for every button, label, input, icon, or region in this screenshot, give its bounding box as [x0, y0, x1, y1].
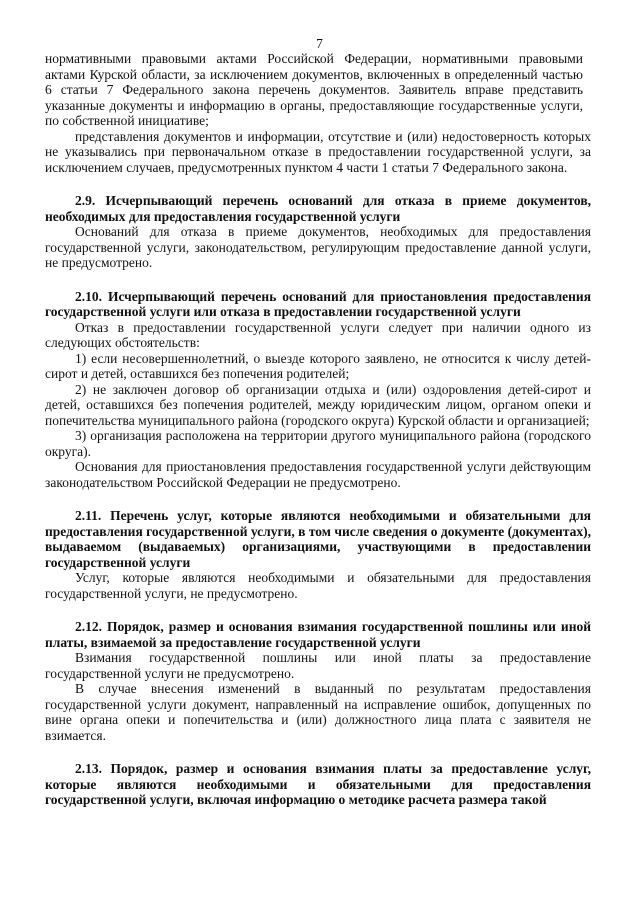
paragraph: Основания для приостановления предоставления государственной услуги действующим законодательством Российской Федерации не предусмотрено. [45, 459, 591, 490]
list-item: 3) организация расположена на территории другого муниципального района (городского округа). [45, 428, 591, 459]
section-heading-2-10: 2.10. Исчерпывающий перечень оснований для приостановления предоставления государственной услуги или отказа в предоставлении государственной услуги [45, 288, 591, 319]
section-heading-2-9: 2.9. Исчерпывающий перечень оснований для отказа в приеме документов, необходимых для предоставления государственной услуги [45, 193, 591, 224]
document-body [45, 51, 591, 808]
list-item: 2) не заключен договор об организации отдыха и (или) оздоровления детей-сирот и детей, оставшихся без попечения родителей, между юридическим лицом, органом опеки и попечительства муниципального района (городского округа) Курской области и организацией; [45, 381, 591, 428]
paragraph: В случае внесения изменений в выданный по результатам предоставления государственной услуги документ, направленный на исправление ошибок, допущенных по вине органа опеки и попечительства и (или) должностного лица плата с заявителя не взимается. [45, 681, 591, 743]
section-heading-2-13: 2.13. Порядок, размер и основания взимания платы за предоставление услуг, которые являются необходимыми и обязательными для предоставления государственной услуги, включая информацию о методике расчета размера такой [45, 761, 591, 807]
paragraph: представления документов и информации, отсутствие и (или) недостоверность которых не указывались при первоначальном отказе в предоставлении государственной услуги, за исключением случаев, предусмотренных пунктом 4 части 1 статьи 7 Федерального закона. [45, 128, 591, 175]
paragraph: Отказ в предоставлении государственной услуги следует при наличии одного из следующих обстоятельств: [45, 319, 591, 350]
list-item: 1) если несовершеннолетний, о выезде которого заявлено, не относится к числу детей-сирот и детей, оставшихся без попечения родителей; [45, 350, 591, 381]
paragraph: Услуг, которые являются необходимыми и обязательными для предоставления государственной услуги, не предусмотрено. [45, 570, 591, 601]
section-heading-2-11: 2.11. Перечень услуг, которые являются необходимыми и обязательными для предоставления государственной услуги, в том числе сведения о документе (документах), выдаваемом (выдаваемых) организациями, участвующими в предоставлении государственной услуги [45, 508, 592, 570]
paragraph-continuation: нормативными правовыми актами Российской Федерации, нормативными правовыми актами Курской области, за исключением документов, включенных в определенный частью 6 статьи 7 Федерального закона перечень документов. Заявитель вправе представить указанные документы и информацию в органы, предоставляющие государственные услуги, по собственной инициативе; [45, 51, 583, 128]
page-number: 7 [316, 36, 323, 51]
section-heading-2-12: 2.12. Порядок, размер и основания взимания государственной пошлины или иной платы, взимаемой за предоставление государственной услуги [45, 619, 591, 650]
paragraph: Оснований для отказа в приеме документов, необходимых для предоставления государственной услуги, законодательством, регулирующим предоставление данной услуги, не предусмотрено. [45, 224, 591, 270]
paragraph: Взимания государственной пошлины или иной платы за предоставление государственной услуги не предусмотрено. [45, 650, 591, 681]
